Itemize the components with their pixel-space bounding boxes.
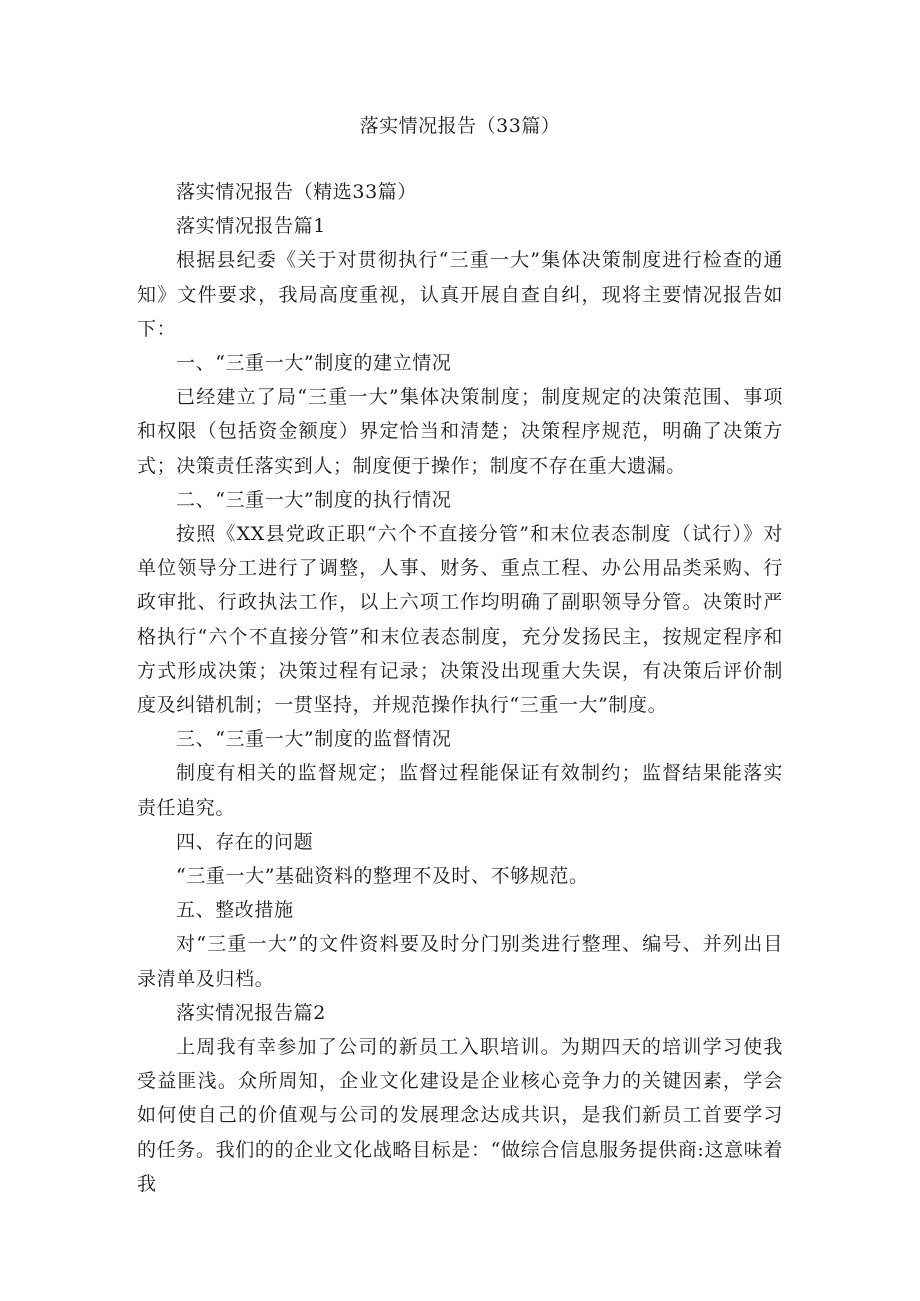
body-paragraph: 制度有相关的监督规定；监督过程能保证有效制约；监督结果能落实责任追究。 [137, 762, 783, 819]
body-paragraph: “三重一大”基础资料的整理不及时、不够规范。 [176, 865, 589, 888]
body-paragraph: 对“三重一大”的文件资料要及时分门别类进行整理、编号、并列出目录清单及归档。 [137, 933, 783, 990]
section-heading: 一、“三重一大”制度的建立情况 [176, 352, 452, 375]
body-paragraph: 上周我有幸参加了公司的新员工入职培训。为期四天的培训学习使我受益匪浅。众所周知，企业文化建设是企业核心竞争力的关键因素，学会如何使自己的价值观与公司的发展理念达成共识，是我们新员工首要学习的任务。我们的的企业文化战略目标是：“做综合信息服务提供商:这意味着我 [137, 1036, 783, 1195]
section-heading: 三、“三重一大”制度的监督情况 [176, 728, 452, 751]
body-paragraph: 已经建立了局“三重一大”集体决策制度；制度规定的决策范围、事项和权限（包括资金额度）界定恰当和清楚；决策程序规范，明确了决策方式；决策责任落实到人；制度便于操作；制度不存在重大遗漏。 [137, 386, 783, 477]
document-title: 落实情况报告（33篇） [359, 115, 561, 137]
section-heading-part2: 落实情况报告篇2 [176, 1001, 326, 1024]
section-heading: 五、整改措施 [176, 899, 294, 922]
section-heading: 四、存在的问题 [176, 830, 314, 853]
body-paragraph: 按照《XX县党政正职“六个不直接分管”和末位表态制度（试行）》对单位领导分工进行了调整，人事、财务、重点工程、办公用品类采购、行政审批、行政执法工作，以上六项工作均明确了副职领导分管。决策时严格执行“六个不直接分管”和末位表态制度，充分发扬民主，按规定程序和方式形成决策；决策过程有记录；决策没出现重大失误，有决策后评价制度及纠错机制；一贯坚持，并规范操作执行“三重一大”制度。 [137, 523, 783, 717]
section-heading-part1: 落实情况报告篇1 [176, 215, 326, 238]
body-paragraph: 根据县纪委《关于对贯彻执行“三重一大”集体决策制度进行检查的通知》文件要求，我局高度重视，认真开展自查自纠，现将主要情况报告如下： [137, 249, 783, 340]
subtitle-paragraph: 落实情况报告（精选33篇） [176, 181, 417, 203]
section-heading: 二、“三重一大”制度的执行情况 [176, 488, 452, 511]
document-body [137, 175, 783, 1201]
